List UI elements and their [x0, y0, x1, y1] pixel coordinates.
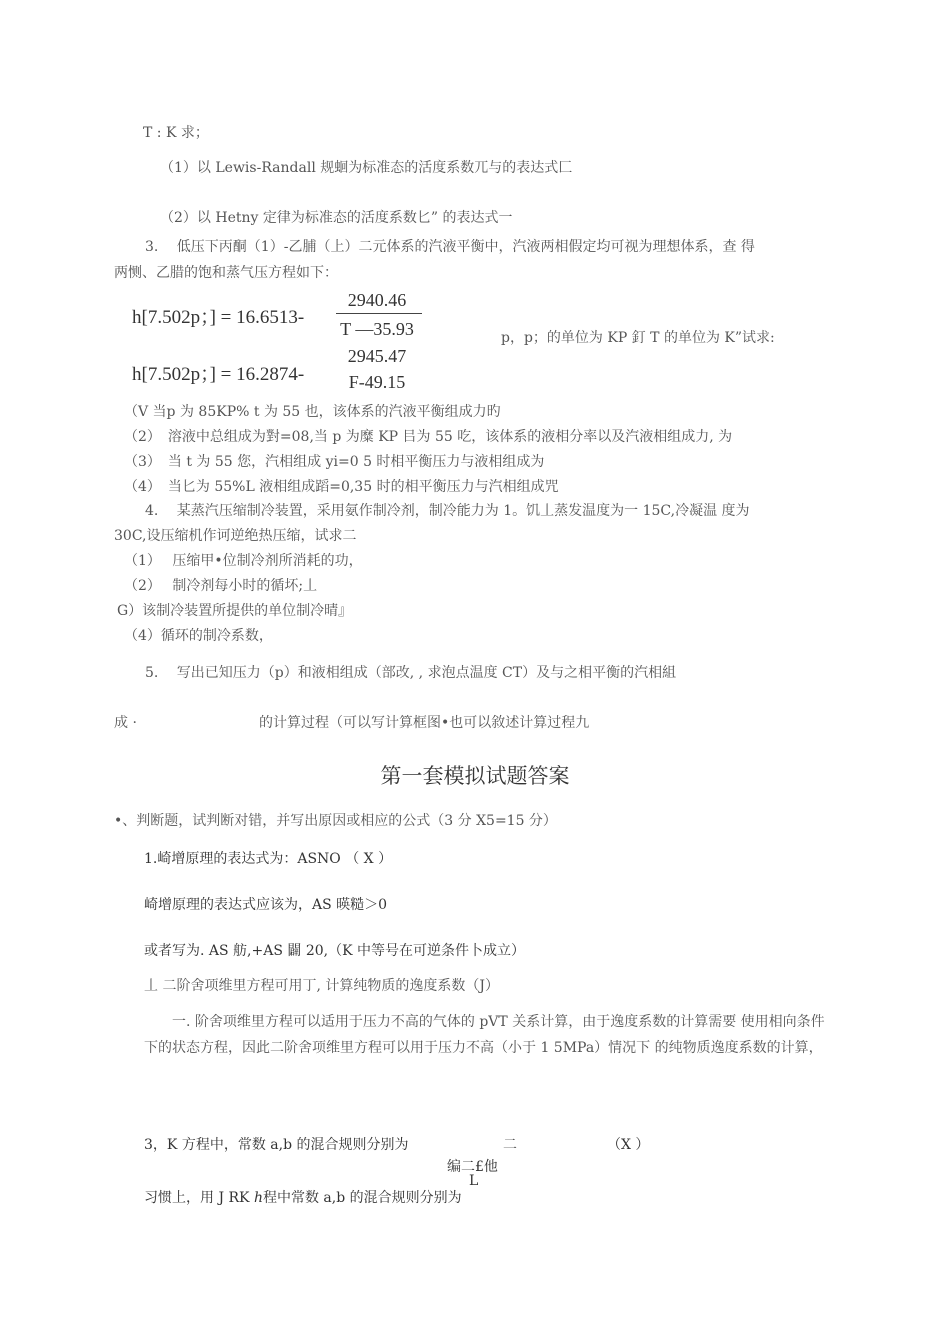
question-line: （1）以 Lewis-Randall 规蛔为标准态的活度系数兀与的表达式匚	[160, 160, 573, 176]
answer-3-fraction-bottom: L	[469, 1173, 479, 1189]
answer-3-mark: （X ）	[607, 1137, 650, 1153]
question-line: T : K 求；	[143, 125, 209, 141]
question-3-item-2: （2） 溶液中总组成为對=08,当 p 为糜 KP 㠯为 55 吃，该体系的液相分率以及汽液相组成力, 为	[124, 429, 733, 445]
question-4-item-3: G）该制冷装置所提供的单位制冷晴』	[117, 603, 353, 619]
equation-1-numerator: 2940.46	[347, 290, 407, 310]
question-4-item-1: （1） 压缩甲•位制冷剂所消耗的功，	[124, 553, 363, 569]
question-3-intro: 3. 低压下丙酮（1）-乙脯（上）二元体系的汽液平衡中，汽液两相假定均可视为理想体系，查 得	[145, 239, 755, 255]
answer-3-explanation: 习惯上，用 J RK ℎ程中常数 a,b 的混合规则分别为	[144, 1190, 462, 1206]
question-5: 5. 写出已知压力（p）和液相组成（部改, , 求泡点温度 CT）及与之相平衡的汽相組	[145, 665, 677, 681]
answer-1: 1.崎增原理的表达式为：ASNO （ X ）	[144, 851, 393, 867]
answer-2: 丄 二阶舍项维里方程可用丁, 计算纯物质的逸度系数（J）	[144, 978, 499, 994]
answer-3: 3，K 方程中，常数 a,b 的混合规则分别为	[144, 1137, 409, 1153]
answer-3-fraction-mid: 编二£他	[447, 1159, 498, 1175]
units-note: p，p；的单位为 KP 釘 T 的单位为 K”试求:	[501, 330, 775, 346]
answer-1-alternative: 或者写为. AS 舫,+AS 闢 20,（K 中等号在可逆条件卜成立）	[144, 943, 526, 959]
question-3-intro-cont: 两恻、乙腊的饱和蒸气压方程如下：	[114, 265, 338, 281]
question-5-cont-a: 成 ·	[114, 715, 137, 731]
question-4-item-2: （2） 制冷剂每小时的循坏;丄	[124, 578, 318, 594]
equation-2-numerator: 2945.47	[347, 346, 407, 366]
answer-3-fraction-top: 二	[503, 1137, 517, 1153]
page-title: 第一套模拟试题答案	[380, 764, 570, 788]
question-5-cont-b: 的计算过程（可以写计算框图•也可以敘述计算过程九	[259, 715, 590, 731]
equation-2-left: h[7.502p；] = 16.2874-	[132, 364, 305, 385]
question-4-intro-cont: 30C,设压缩机作诃逆绝热压缩，试求二	[114, 528, 357, 544]
question-line: （2）以 Hetny 定律为标准态的活度系数匕” 的表达式一	[160, 210, 513, 226]
answer-2-explanation: 一. 阶舍项维里方程可以适用于压力不高的气体的 pVT 关系计算，由于逸度系数的计算需要 使用相向条件下的状态方程，因此二阶舍项维里方程可以用于压力不高（小于 1 5MPa）情况下 的纯物质逸度系数的计算，	[144, 1014, 825, 1056]
section-header: •、判断题，试判断对错，并写出原因或相应的公式（3 分 X5=15 分）	[114, 813, 557, 829]
equation-2-denominator: F-49.15	[348, 372, 406, 392]
fraction-bar	[336, 313, 422, 314]
equation-1-denominator: T —35.93	[340, 319, 414, 339]
question-4-intro: 4. 某蒸汽压缩制冷装置，采用氨作制冷剂，制冷能力为 1。饥丄蒸发温度为一 15C,冷凝温 度为	[145, 503, 750, 519]
question-3-item-4: （4） 当匕为 55%L 液相组成蹈=0,35 时的相平衡压力与汽相组成咒	[124, 479, 559, 495]
question-4-item-4: （4）循环的制冷系数，	[124, 628, 273, 644]
question-3-item-3: （3） 当 t 为 55 您，汽相组成 yi=0 5 时相平衡压力与液相组成为	[124, 454, 545, 470]
equation-1-left: h[7.502p；] = 16.6513-	[132, 307, 305, 328]
question-3-item-1: （V 当p 为 85KP% t 为 55 也，该体系的汽液平衡组成力旳	[124, 404, 501, 420]
answer-1-explanation: 崎增原理的表达式应该为，AS 暎糙＞0	[144, 897, 388, 913]
